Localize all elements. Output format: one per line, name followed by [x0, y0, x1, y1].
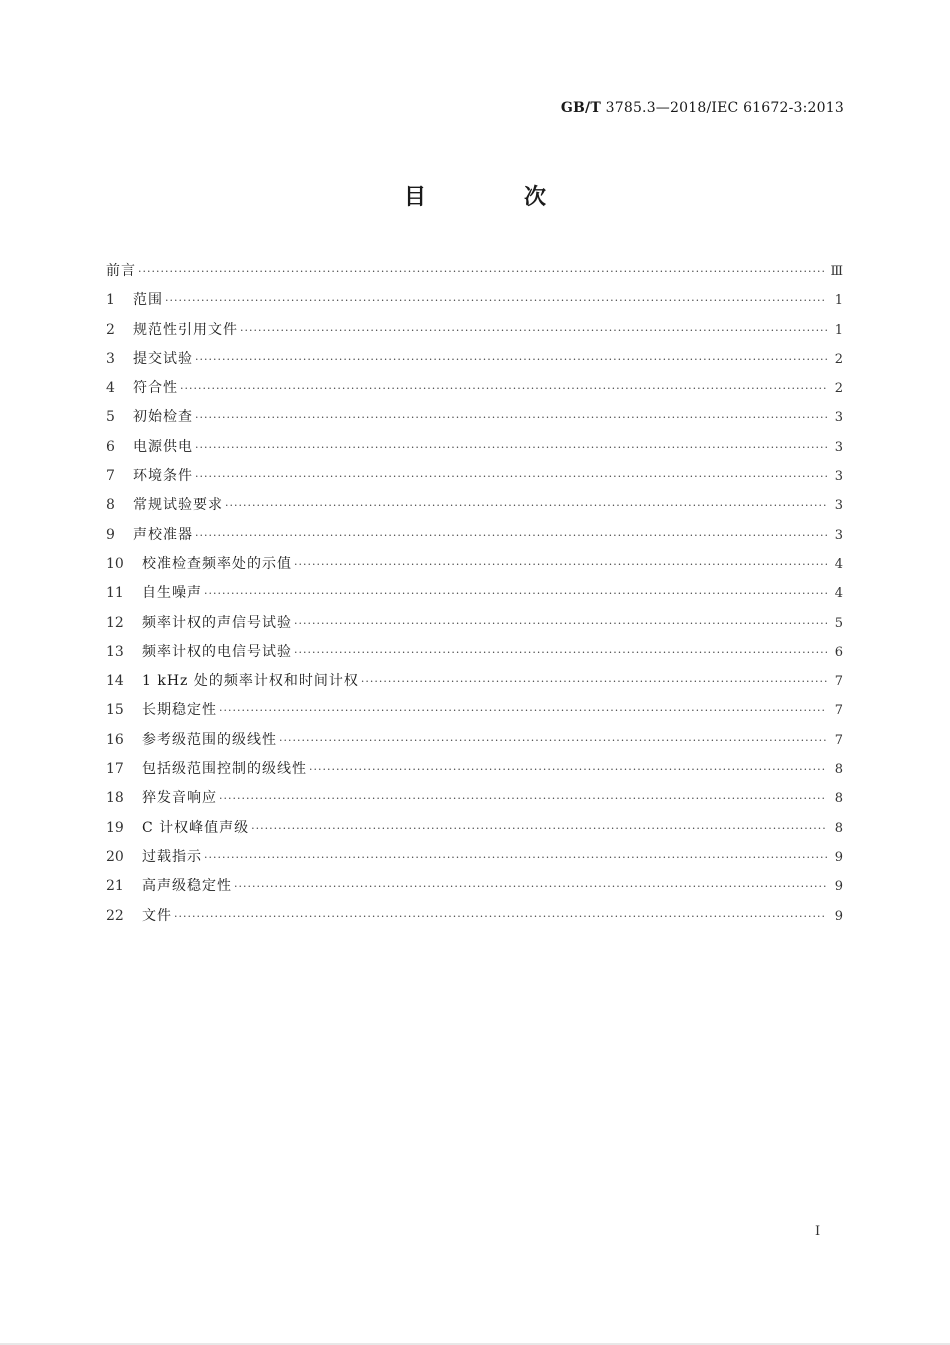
toc-entry-label: 频率计权的声信号试验 [142, 614, 292, 631]
toc-entry-number: 19 [106, 819, 124, 836]
toc-entry-page: 9 [834, 849, 843, 865]
toc-entry[interactable] [106, 667, 843, 696]
toc-entry[interactable] [106, 814, 843, 843]
toc-entry-page: 3 [834, 410, 843, 426]
toc-entry-label: 校准检查频率处的示值 [142, 555, 292, 572]
toc-entry-page: 2 [834, 381, 843, 397]
toc-entry-number: 13 [106, 643, 124, 660]
toc-entry-page: 4 [834, 556, 843, 572]
toc-entry-label: 规范性引用文件 [133, 321, 238, 338]
toc-entry-page: 4 [834, 586, 843, 602]
toc-entry[interactable] [106, 696, 843, 725]
toc-entry-page: 3 [834, 439, 843, 455]
toc-entry-number: 5 [106, 409, 115, 426]
toc-entry-label: 环境条件 [133, 468, 193, 485]
toc-dot-leader [165, 286, 827, 315]
toc-entry-label: 前言 [106, 263, 136, 279]
toc-entry-page: 5 [834, 615, 843, 631]
toc-entry-number: 20 [106, 848, 124, 865]
toc-entry-page: 8 [834, 791, 843, 807]
toc-entry-label: 包括级范围控制的级线性 [142, 761, 307, 778]
toc-entry-page: 8 [834, 762, 843, 778]
toc-entry-page: 1 [834, 293, 843, 309]
toc-entry[interactable] [106, 257, 843, 286]
toc-entry-number: 21 [106, 878, 124, 895]
toc-entry-number: 1 [106, 292, 115, 309]
toc-entry-label: 电源供电 [133, 438, 193, 455]
toc-entry[interactable] [106, 755, 843, 784]
toc-entry[interactable] [106, 345, 843, 374]
toc-dot-leader [219, 696, 827, 725]
toc-entry[interactable] [106, 902, 843, 931]
toc-entry-number: 9 [106, 526, 115, 543]
toc-entry[interactable] [106, 374, 843, 403]
toc-entry[interactable] [106, 491, 843, 520]
toc-dot-leader [240, 316, 827, 345]
toc-entry[interactable] [106, 784, 843, 813]
toc-dot-leader [294, 638, 827, 667]
toc-entry-label: 高声级稳定性 [142, 878, 232, 895]
toc-entry[interactable] [106, 462, 843, 491]
toc-dot-leader [294, 550, 827, 579]
toc-entry-number: 7 [106, 468, 115, 485]
toc-dot-leader [174, 902, 827, 931]
toc-dot-leader [279, 726, 827, 755]
toc-dot-leader [195, 462, 827, 491]
toc-entry-number: 6 [106, 438, 115, 455]
toc-entry-number: 17 [106, 761, 124, 778]
toc-dot-leader [251, 814, 827, 843]
toc-entry-page: 3 [834, 498, 843, 514]
toc-entry[interactable] [106, 609, 843, 638]
toc-dot-leader [195, 345, 827, 374]
toc-entry[interactable] [106, 521, 843, 550]
toc-entry[interactable] [106, 316, 843, 345]
toc-entry-label: 参考级范围的级线性 [142, 731, 277, 748]
toc-entry-page: 9 [834, 879, 843, 895]
toc-entry-number: 3 [106, 350, 115, 367]
toc-dot-leader [195, 433, 827, 462]
toc-entry-label: 自生噪声 [142, 585, 202, 602]
toc-entry-label: 1 kHz 处的频率计权和时间计权 [142, 673, 359, 690]
toc-dot-leader [204, 579, 827, 608]
toc-entry-page: 6 [834, 644, 843, 660]
toc-entry-label: C 计权峰值声级 [142, 819, 250, 836]
toc-dot-leader [180, 374, 827, 403]
page-title: 目 次 [403, 184, 584, 210]
toc-entry-page: 2 [834, 351, 843, 367]
toc-entry-label: 过载指示 [142, 848, 202, 865]
toc-entry-label: 声校准器 [133, 526, 193, 543]
toc-dot-leader [195, 521, 827, 550]
toc-entry-number: 2 [106, 321, 115, 338]
toc-entry[interactable] [106, 872, 843, 901]
toc-dot-leader [195, 403, 827, 432]
toc-dot-leader [309, 755, 827, 784]
footer-page-number: I [815, 1224, 821, 1239]
toc-entry-page: 8 [834, 820, 843, 836]
table-of-contents [106, 257, 843, 931]
toc-entry-label: 符合性 [133, 380, 178, 397]
toc-entry-page: 3 [834, 527, 843, 543]
toc-entry-label: 提交试验 [133, 350, 193, 367]
toc-entry-number: 14 [106, 673, 124, 690]
toc-entry-page: 7 [834, 732, 843, 748]
toc-entry-number: 18 [106, 790, 124, 807]
toc-entry[interactable] [106, 403, 843, 432]
toc-entry-label: 长期稳定性 [142, 702, 217, 719]
toc-entry-label: 猝发音响应 [142, 790, 217, 807]
toc-dot-leader [219, 784, 827, 813]
standard-number [561, 100, 844, 116]
toc-entry[interactable] [106, 843, 843, 872]
toc-entry-number: 15 [106, 702, 124, 719]
toc-dot-leader [234, 872, 827, 901]
toc-entry-page: 7 [834, 674, 843, 690]
toc-entry[interactable] [106, 579, 843, 608]
toc-entry[interactable] [106, 286, 843, 315]
standard-code: GB/T [560, 100, 601, 116]
toc-entry-page: 7 [834, 703, 843, 719]
toc-entry[interactable] [106, 550, 843, 579]
toc-entry-number: 10 [106, 555, 124, 572]
toc-entry-number: 4 [106, 380, 115, 397]
toc-dot-leader [204, 843, 827, 872]
toc-dot-leader [294, 609, 827, 638]
toc-entry-page: 3 [834, 469, 843, 485]
toc-entry[interactable] [106, 433, 843, 462]
toc-dot-leader [225, 491, 827, 520]
toc-entry-label: 初始检查 [133, 409, 193, 426]
toc-entry-label: 范围 [133, 292, 163, 309]
toc-entry-label: 文件 [142, 907, 172, 924]
toc-entry[interactable] [106, 726, 843, 755]
toc-entry-page: Ⅲ [830, 264, 843, 279]
standard-number-text: 3785.3—2018/IEC 61672-3:2013 [605, 100, 844, 116]
toc-entry-number: 16 [106, 731, 124, 748]
toc-entry-number: 12 [106, 614, 124, 631]
toc-entry-page: 9 [834, 908, 843, 924]
toc-entry-page: 1 [834, 322, 843, 338]
toc-entry-label: 常规试验要求 [133, 497, 223, 514]
toc-entry-number: 22 [106, 907, 124, 924]
toc-entry[interactable] [106, 638, 843, 667]
toc-entry-number: 8 [106, 497, 115, 514]
toc-entry-number: 11 [106, 585, 124, 602]
toc-dot-leader [138, 257, 824, 286]
toc-entry-label: 频率计权的电信号试验 [142, 643, 292, 660]
toc-dot-leader [361, 667, 827, 696]
